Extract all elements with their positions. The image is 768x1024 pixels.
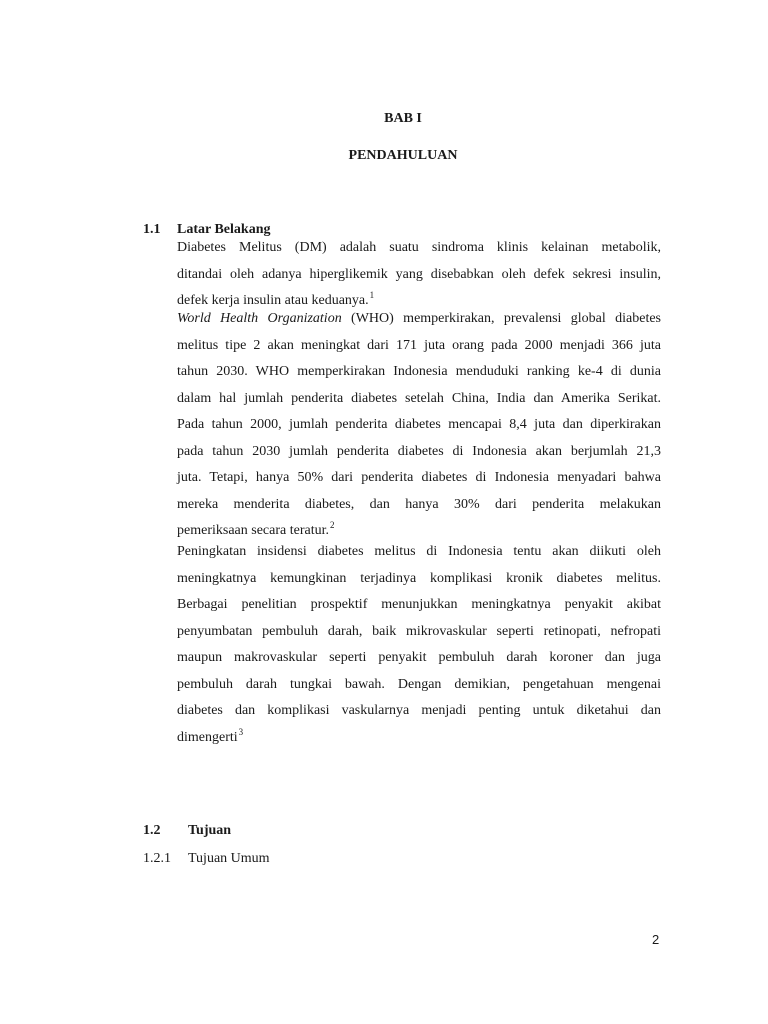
paragraph-line: tahun 2030. WHO memperkirakan Indonesia menduduki ranking ke-4 di dunia xyxy=(177,364,661,379)
section-number: 1.1 xyxy=(143,222,161,237)
footnote-marker: 3 xyxy=(238,726,244,737)
paragraph-line: maupun makrovaskular seperti penyakit pembuluh darah koroner dan juga xyxy=(177,650,661,665)
paragraph-line: pada tahun 2030 jumlah penderita diabetes di Indonesia akan berjumlah 21,3 xyxy=(177,443,661,459)
paragraph-line: ditandai oleh adanya hiperglikemik yang disebabkan oleh defek sekresi insulin, xyxy=(177,266,661,282)
page-number: 2 xyxy=(652,932,660,947)
paragraph-line xyxy=(177,725,661,752)
paragraph-line: Pada tahun 2000, jumlah penderita diabetes mencapai 8,4 juta dan diperkirakan xyxy=(177,417,661,432)
paragraph-line: juta. Tetapi, hanya 50% dari penderita diabetes di Indonesia menyadari bahwa xyxy=(177,470,661,485)
section-title: Latar Belakang xyxy=(177,222,271,237)
paragraph-3 xyxy=(177,539,661,751)
italic-organization-name: World Health Organization xyxy=(177,311,342,326)
paragraph-line: Berbagai penelitian prospektif menunjukkan meningkatnya penyakit akibat xyxy=(177,597,661,612)
paragraph-line: diabetes dan komplikasi vaskularnya menjadi penting untuk diketahui dan xyxy=(177,703,661,718)
section-number: 1.2 xyxy=(143,823,161,838)
chapter-title: PENDAHULUAN xyxy=(348,148,458,163)
paragraph-line-text: defek kerja insulin atau keduanya. xyxy=(177,293,369,308)
paragraph-line: Diabetes Melitus (DM) adalah suatu sindroma klinis kelainan metabolik, xyxy=(177,240,661,255)
paragraph-line-text: pemeriksaan secara teratur. xyxy=(177,523,329,538)
footnote-marker: 1 xyxy=(369,290,375,301)
paragraph-1 xyxy=(177,235,661,315)
subsection-title: Tujuan Umum xyxy=(188,851,270,866)
paragraph-line: Peningkatan insidensi diabetes melitus di Indonesia tentu akan diikuti oleh xyxy=(177,544,661,559)
section-title: Tujuan xyxy=(188,823,232,838)
paragraph-line xyxy=(177,306,661,333)
chapter-number: BAB I xyxy=(384,111,422,126)
paragraph-line: mereka menderita diabetes, dan hanya 30% dari penderita melakukan xyxy=(177,496,661,512)
paragraph-line: melitus tipe 2 akan meningkat dari 171 juta orang pada 2000 menjadi 366 juta xyxy=(177,337,661,353)
paragraph-line: dalam hal jumlah penderita diabetes setelah China, India dan Amerika Serikat. xyxy=(177,390,661,406)
footnote-marker: 2 xyxy=(329,520,335,531)
paragraph-line-text: dimengerti xyxy=(177,729,238,745)
paragraph-line: penyumbatan pembuluh darah, baik mikrovaskular seperti retinopati, nefropati xyxy=(177,623,661,639)
paragraph-line: meningkatnya kemungkinan terjadinya komplikasi kronik diabetes melitus. xyxy=(177,570,661,586)
paragraph-2 xyxy=(177,306,661,545)
paragraph-line: pembuluh darah tungkai bawah. Dengan demikian, pengetahuan mengenai xyxy=(177,676,661,692)
subsection-number: 1.2.1 xyxy=(143,851,171,866)
paragraph-line-text: (WHO) memperkirakan, prevalensi global diabetes xyxy=(341,311,661,326)
